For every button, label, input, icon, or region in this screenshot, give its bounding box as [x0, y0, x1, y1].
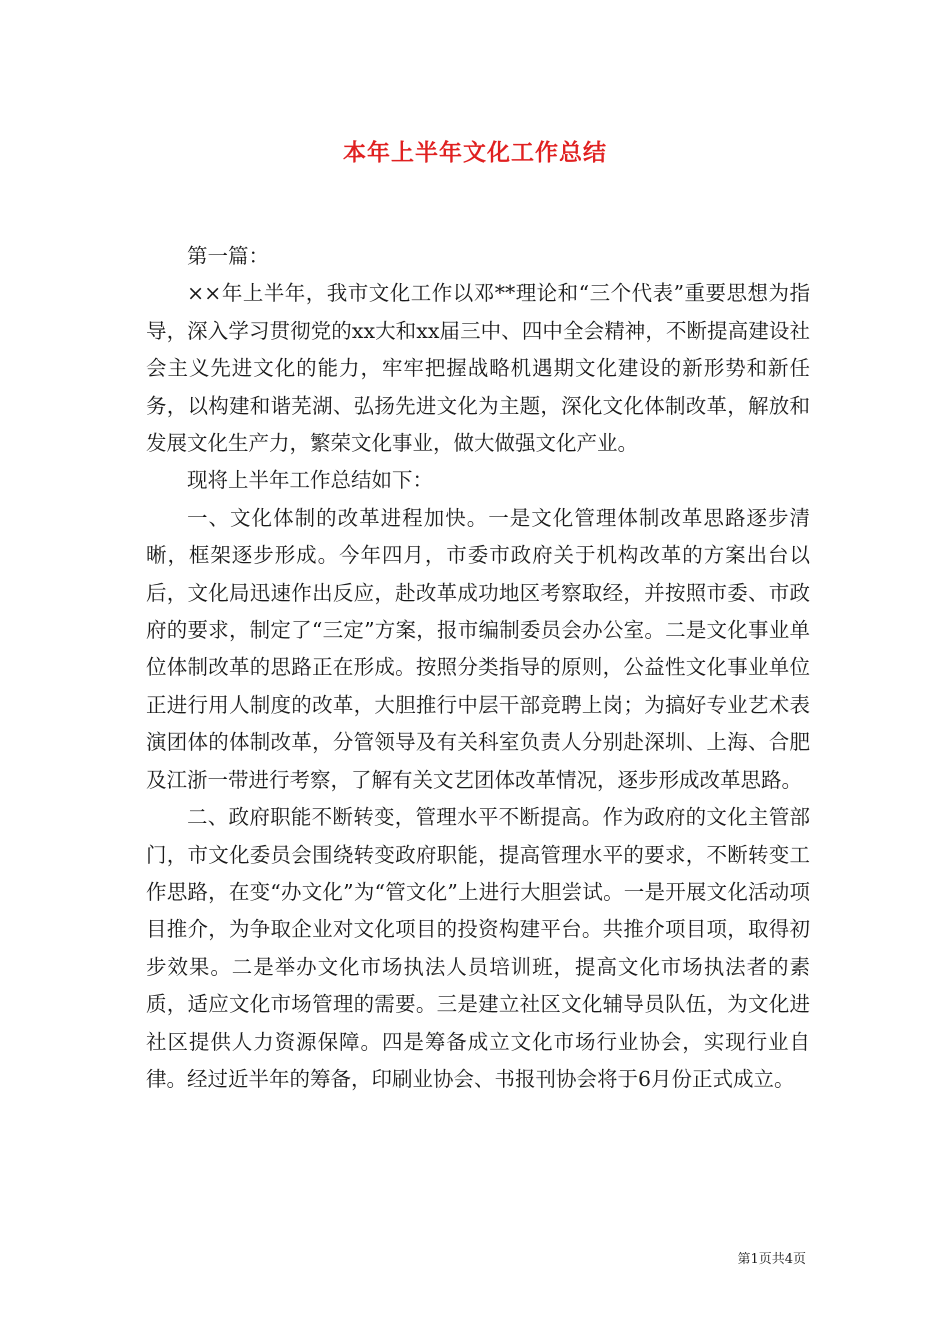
page-number-footer: 第1页共4页 — [737, 1252, 806, 1267]
document-body — [146, 238, 810, 1098]
paragraph-summary-lead: 现将上半年工作总结如下： — [187, 468, 433, 493]
paragraph-intro: ××年上半年，我市文化工作以邓**理论和“三个代表”重要思想为指导，深入学习贯彻党的xx大和xx届三中、四中全会精神，不断提高建设社会主义先进文化的能力，牢牢把握战略机遇期文化建设的新形势和新任务，以构建和谐芜湖、弘扬先进文化为主题，深化文化体制改革，解放和发展文化生产力，繁荣文化事业，做大做强文化产业。 — [146, 281, 810, 456]
paragraph-section-two: 二、政府职能不断转变，管理水平不断提高。作为政府的文化主管部门，市文化委员会围绕转变政府职能，提高管理水平的要求，不断转变工作思路，在变“办文化”为“管文化”上进行大胆尝试。一是开展文化活动项目推介，为争取企业对文化项目的投资构建平台。共推介项目项，取得初步效果。二是举办文化市场执法人员培训班，提高文化市场执法者的素质，适应文化市场管理的需要。三是建立社区文化辅导员队伍，为文化进社区提供人力资源保障。四是筹备成立文化市场行业协会，实现行业自律。经过近半年的筹备，印刷业协会、书报刊协会将于6月份正式成立。 — [146, 805, 810, 1091]
paragraph-section-one: 一、文化体制的改革进程加快。一是文化管理体制改革思路逐步清晰，框架逐步形成。今年四月，市委市政府关于机构改革的方案出台以后，文化局迅速作出反应，赴改革成功地区考察取经，并按照市委、市政府的要求，制定了“三定”方案，报市编制委员会办公室。二是文化事业单位体制改革的思路正在形成。按照分类指导的原则，公益性文化事业单位正进行用人制度的改革，大胆推行中层干部竞聘上岗；为搞好专业艺术表演团体的体制改革，分管领导及有关科室负责人分别赴深圳、上海、合肥及江浙一带进行考察，了解有关文艺团体改革情况，逐步形成改革思路。 — [146, 505, 810, 792]
document-title: 本年上半年文化工作总结 — [343, 140, 607, 166]
section-label: 第一篇： — [187, 244, 269, 268]
